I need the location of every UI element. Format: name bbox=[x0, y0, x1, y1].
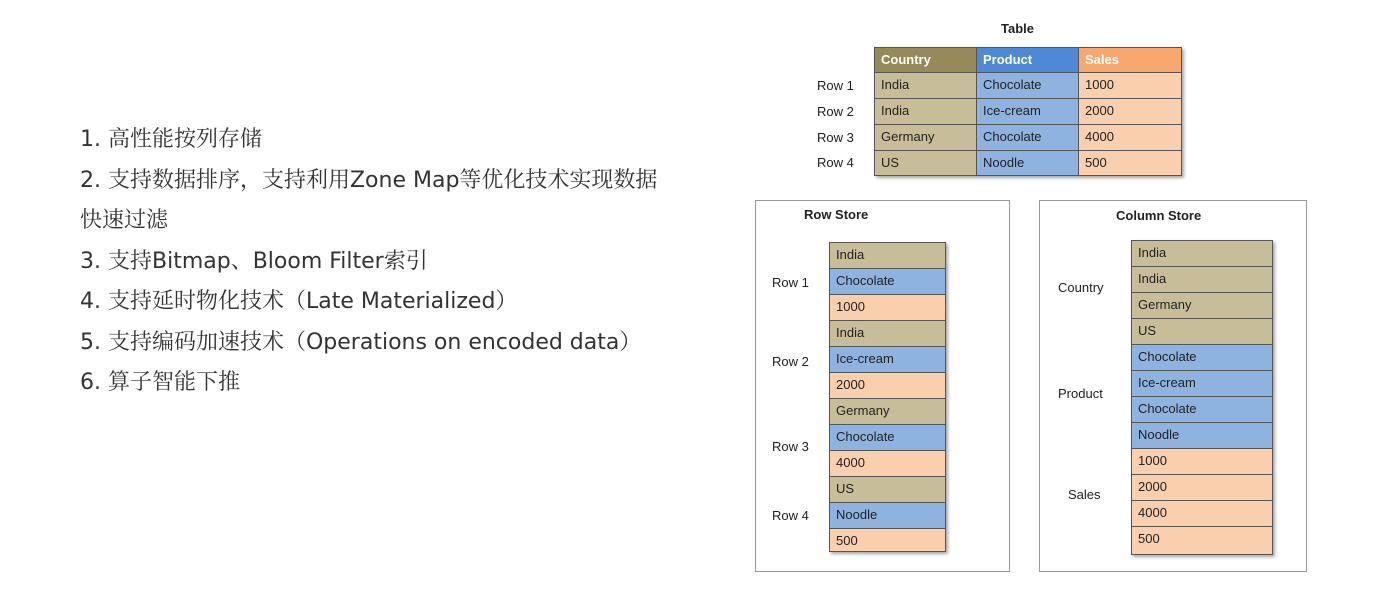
row-store-cell: Ice-cream bbox=[829, 346, 946, 373]
feature-item: 5. 支持编码加速技术（Operations on encoded data） bbox=[80, 329, 642, 355]
table-cell-country: India bbox=[874, 72, 977, 99]
column-store-cell: India bbox=[1131, 240, 1273, 267]
table-title: Table bbox=[1001, 21, 1034, 36]
table-cell-country: Germany bbox=[874, 124, 977, 151]
column-store-cell: Chocolate bbox=[1131, 396, 1273, 423]
row-store-cell: Germany bbox=[829, 398, 946, 425]
table-row-label: Row 3 bbox=[817, 130, 854, 145]
row-store-row-label: Row 4 bbox=[772, 508, 809, 523]
table-cell-sales: 2000 bbox=[1078, 98, 1182, 125]
feature-item: 3. 支持Bitmap、Bloom Filter索引 bbox=[80, 248, 428, 274]
feature-item: 2. 支持数据排序，支持利用Zone Map等优化技术实现数据快速过滤 bbox=[80, 167, 658, 233]
row-store-cell: Chocolate bbox=[829, 268, 946, 295]
column-store-cell: 2000 bbox=[1131, 474, 1273, 501]
row-store-row-label: Row 2 bbox=[772, 354, 809, 369]
column-store-group-label: Product bbox=[1058, 386, 1103, 401]
row-store-row-label: Row 1 bbox=[772, 275, 809, 290]
column-store-cell: Chocolate bbox=[1131, 344, 1273, 371]
table-cell-product: Chocolate bbox=[976, 124, 1079, 151]
table-row-label: Row 2 bbox=[817, 104, 854, 119]
column-store-group-label: Sales bbox=[1068, 487, 1101, 502]
row-store-cell: India bbox=[829, 242, 946, 269]
table-cell-product: Noodle bbox=[976, 150, 1079, 176]
column-store-title: Column Store bbox=[1116, 208, 1202, 223]
row-store-column bbox=[829, 242, 946, 552]
row-store-cell: 1000 bbox=[829, 294, 946, 321]
column-store-cell: US bbox=[1131, 318, 1273, 345]
table-cell-product: Chocolate bbox=[976, 72, 1079, 99]
feature-item: 4. 支持延时物化技术（Late Materialized） bbox=[80, 289, 518, 314]
row-store-cell: US bbox=[829, 476, 946, 503]
row-store-row-label: Row 3 bbox=[772, 439, 809, 454]
column-store-cell: Noodle bbox=[1131, 422, 1273, 449]
header-sales: Sales bbox=[1078, 47, 1182, 73]
column-store-cell: Ice-cream bbox=[1131, 370, 1273, 397]
row-store-title: Row Store bbox=[804, 207, 869, 222]
header-product: Product bbox=[976, 47, 1079, 73]
column-store-group-label: Country bbox=[1058, 280, 1104, 295]
column-store-column bbox=[1131, 240, 1273, 555]
table-cell-product: Ice-cream bbox=[976, 98, 1079, 125]
column-store-cell: India bbox=[1131, 266, 1273, 293]
column-store-cell: 4000 bbox=[1131, 500, 1273, 527]
header-country: Country bbox=[874, 47, 977, 73]
table-row-label: Row 1 bbox=[817, 78, 854, 93]
table-row-label: Row 4 bbox=[817, 155, 854, 170]
table-cell-country: US bbox=[874, 150, 977, 176]
row-store-cell: Chocolate bbox=[829, 424, 946, 451]
column-store-cell: Germany bbox=[1131, 292, 1273, 319]
row-store-cell: Noodle bbox=[829, 502, 946, 529]
table-cell-sales: 1000 bbox=[1078, 72, 1182, 99]
feature-item: 6. 算子智能下推 bbox=[80, 370, 240, 395]
column-store-cell: 1000 bbox=[1131, 448, 1273, 475]
row-store-cell: 4000 bbox=[829, 450, 946, 477]
feature-item: 1. 高性能按列存储 bbox=[80, 127, 262, 152]
table-cell-sales: 4000 bbox=[1078, 124, 1182, 151]
table-grid bbox=[874, 47, 1182, 176]
row-store-cell: 2000 bbox=[829, 372, 946, 399]
table-cell-sales: 500 bbox=[1078, 150, 1182, 176]
row-store-cell: 500 bbox=[829, 528, 946, 552]
row-store-cell: India bbox=[829, 320, 946, 347]
table-cell-country: India bbox=[874, 98, 977, 125]
column-store-cell: 500 bbox=[1131, 526, 1273, 555]
